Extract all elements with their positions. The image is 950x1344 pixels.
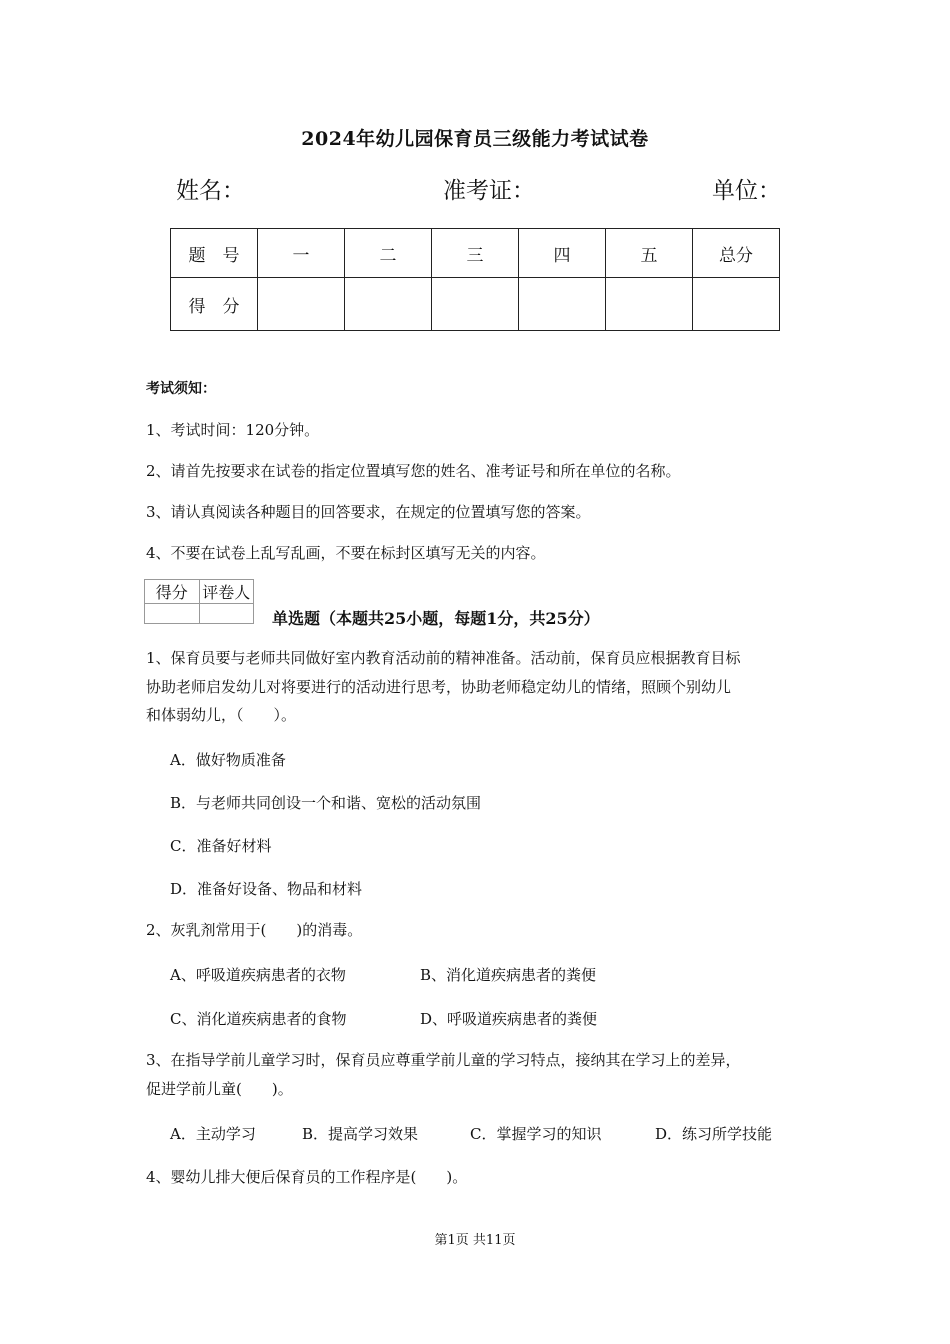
grader-score-label: 得分 [145,580,200,604]
option-d[interactable]: D、呼吸道疾病患者的粪便 [420,1010,598,1028]
exam-id-label: 准考证： [443,178,535,204]
notice-title: 考试须知： [146,381,216,397]
unit-label: 单位： [712,178,781,204]
score-cell[interactable] [519,278,606,331]
option-d[interactable]: D．练习所学技能 [655,1125,773,1143]
notice-item: 4、不要在试卷上乱写乱画，不要在标封区填写无关的内容。 [146,544,546,562]
score-table [170,228,780,331]
option-b[interactable]: B、消化道疾病患者的粪便 [420,966,597,984]
score-header-cell: 二 [345,229,432,278]
option-c[interactable]: C．准备好材料 [170,837,272,855]
page-footer: 第1页 共11页 [434,1233,516,1248]
score-cell[interactable] [258,278,345,331]
grader-table [144,579,254,624]
notice-item: 2、请首先按要求在试卷的指定位置填写您的姓名、准考证号和所在单位的名称。 [146,462,681,480]
score-header-cell: 四 [519,229,606,278]
score-header-cell: 题 号 [171,229,258,278]
section-title: 单选题（本题共25小题，每题1分，共25分） [272,609,600,628]
score-cell[interactable] [606,278,693,331]
question-line: 协助老师启发幼儿对将要进行的活动进行思考，协助老师稳定幼儿的情绪，照顾个别幼儿 [146,678,732,696]
page-title: 2024年幼儿园保育员三级能力考试试卷 [301,128,649,150]
option-a[interactable]: A、呼吸道疾病患者的衣物 [170,966,346,984]
score-table-score-row [171,278,780,331]
score-cell[interactable] [432,278,519,331]
question-line: 2、灰乳剂常用于( )的消毒。 [146,921,363,939]
grader-reviewer-cell[interactable] [199,604,254,624]
option-d[interactable]: D．准备好设备、物品和材料 [170,880,363,898]
score-cell[interactable] [693,278,780,331]
question-line: 1、保育员要与老师共同做好室内教育活动前的精神准备。活动前，保育员应根据教育目标 [146,649,741,667]
option-c[interactable]: C．掌握学习的知识 [470,1125,602,1143]
notice-item: 1、考试时间：120分钟。 [146,421,320,439]
score-cell[interactable] [345,278,432,331]
name-label: 姓名： [176,178,245,204]
option-b[interactable]: B．与老师共同创设一个和谐、宽松的活动氛围 [170,794,482,812]
option-b[interactable]: B．提高学习效果 [302,1125,419,1143]
question-line: 3、在指导学前儿童学习时，保育员应尊重学前儿童的学习特点，接纳其在学习上的差异， [146,1051,741,1069]
question-line: 4、婴幼儿排大便后保育员的工作程序是( )。 [146,1168,468,1186]
grader-reviewer-label: 评卷人 [199,580,254,604]
question-line: 促进学前儿童( )。 [146,1080,293,1098]
score-table-header-row [171,229,780,278]
grader-score-cell[interactable] [145,604,200,624]
score-header-cell: 三 [432,229,519,278]
option-c[interactable]: C、消化道疾病患者的食物 [170,1010,347,1028]
question-line: 和体弱幼儿，（ ）。 [146,706,297,724]
option-a[interactable]: A．主动学习 [170,1125,256,1143]
notice-item: 3、请认真阅读各种题目的回答要求，在规定的位置填写您的答案。 [146,503,591,521]
score-header-cell: 五 [606,229,693,278]
score-header-cell: 总分 [693,229,780,278]
option-a[interactable]: A．做好物质准备 [170,751,286,769]
score-row-label: 得 分 [171,278,258,331]
score-header-cell: 一 [258,229,345,278]
